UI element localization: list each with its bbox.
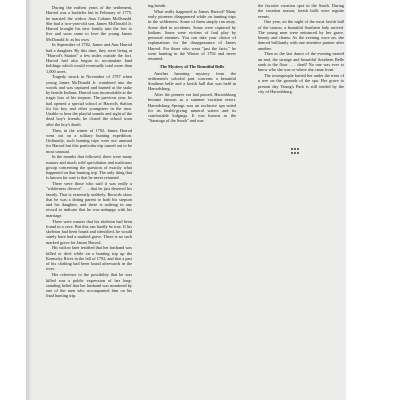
scanned-newspaper-page [26, 0, 346, 400]
paragraph: Another haunting mystery from the settlement's colorful past concerns a beautiful Southern belle and a lavish ball that was held in Harrodsburg. [148, 70, 236, 92]
paragraph: The townspeople buried her under the trees of a tree on the grounds of the spa. Her grave to present day Young's Park is still tended by the city of Harrodsburg. [258, 73, 344, 94]
section-heading: The Mystery of The Beautiful Belle [159, 63, 225, 69]
article-column-1 [46, 0, 132, 299]
paragraph: There were those who said it was really a "wilderness divorce" . . . that he just deserted his family. That is extremely unlikely. Records show that he was a doting parent to both his stepson and his daughter, and there is nothing in any record to indicate that he was unhappy with his marriage. [46, 181, 132, 218]
paragraph: One year, on the night of the most lavish ball of the season, a beautiful Southern lady arrived. The young men were entranced by her grace, beauty and charm. As the evening wore on, she danced brilliantly with one attentive partner after another. [258, 19, 344, 51]
article-column-3 [258, 0, 344, 95]
paragraph: Then as the last dance of the evening neared an end, the strange and beautiful Southern Belle sank to the floor . . . dead! No one was ever to know who she was or where she came from. [258, 51, 344, 73]
paragraph: ing breath. [148, 3, 167, 8]
paragraph: the favorite vacation spot in the South. During the vacation season, lavish balls were regular events. [258, 3, 344, 19]
paragraph: What really happened to James Harrod? Many early pioneers disappeared while on hunting trips in the wilderness. Some of them simply ran away. Some died in accidents. Some were captured by Indians. Some were victims of foul play by personal enemies. You can take your choice of explanations for the disappearance of James Harrod. For those who want "just the facts," he went hunting in the Winter of 1792 and never returned. [148, 8, 236, 62]
paragraph: During the earliest years of the settlement, Harrod was a bachelor but in February of 1775, he married the widow Ann Coburn McDonald. She had a two-year-old son, James McDonald Jr. Harrod brought his new family into the fort to live and soon came to love the young James McDonald Jr. as his own. [46, 5, 132, 42]
paragraph: In the months that followed, there were many rumors and much wild speculation and malicious gossip concerning the question of exactly what happened on that hunting trip. The only thing that is known for sure is that he never returned. [46, 154, 132, 181]
article-column-2 [148, 0, 236, 124]
paragraph: Tragedy struck in November of 1787 when young James McDonald Jr. wandered into the woods and was captured and burned at the stake by hostile Indians. Harrod was inconsolable at the tragic loss of his stepson. The previous year, he had opened a special school at Harrod's Station for his boy and other youngsters in the area. Unable to bear the playful sounds and sight of the dead boy's friends, he closed the school soon after the boy's death. [46, 74, 132, 127]
paragraph: There were rumors that his skeleton had been found in a cave. But this can hardly be true. If his skeleton had been found and identified, he would surely have had a marked grave. There is no such marked grave for James Harrod. [46, 218, 132, 245]
paragraph: After the pioneer era had passed, Harrodsburg became famous as a summer vacation resort. Harrodsburg Springs was an exclusive spa noted for its health-giving mineral waters and its comfortable lodgings. It was known as the "Saratoga of the South" and was [148, 92, 236, 124]
scan-edge-shadow [26, 0, 32, 400]
blank-margin [346, 0, 400, 400]
paragraph: Then, in the winter of 1792, James Harrod went out on a solitary hunting expedition. Ordinarily, such hunting trips were not unusual for Harrod but this particular trip turned out to be most unusual. [46, 127, 132, 154]
paragraph: Her reference to the possibility that he was killed was a public expression of her long-standing belief that her husband was murdered by one of the men who accompanied him on his final hunting trip. [46, 272, 132, 299]
paragraph: In September of 1782, James and Ann Harrod had a daughter. By this time, they were living at "Harrod's Station" a few miles outside the fort. Harrod had also begun to accumulate land holdings which would eventually total more than 1,000 acres. [46, 42, 132, 74]
end-of-article-ornament-icon [291, 148, 299, 155]
paragraph: His widow later testified that her husband was killed or died while on a hunting trip up the Kentucky River in the fall of 1792, and that a part of his clothing had been found afterwards in the river. [46, 245, 132, 272]
